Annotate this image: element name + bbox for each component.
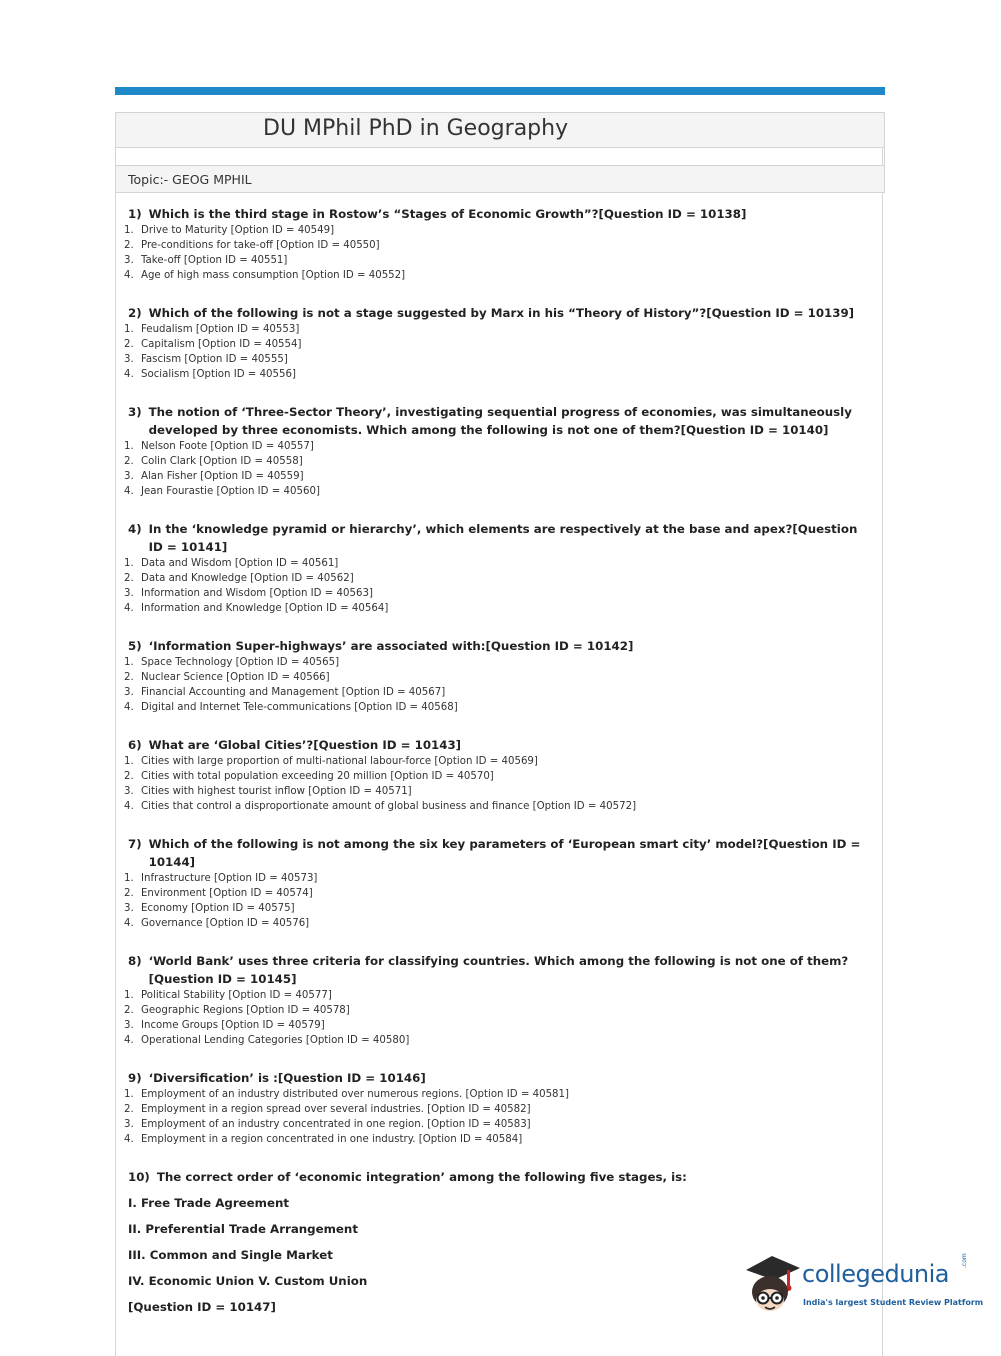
option-item	[124, 352, 866, 367]
question-heading	[124, 1168, 866, 1186]
question-text: The correct order of ‘economic integration’ among the following five stages, is:	[156, 1170, 687, 1184]
question-text: Which of the following is not a stage suggested by Marx in his “Theory of History”?[Question ID = 10139]	[148, 306, 855, 320]
option-item	[124, 1033, 866, 1048]
option-text: Employment of an industry concentrated in one region. [Option ID = 40583]	[141, 1119, 531, 1130]
option-number: 1.	[124, 324, 134, 335]
option-number: 4.	[124, 486, 134, 497]
option-text: Cities with total population exceeding 20 million [Option ID = 40570]	[141, 771, 494, 782]
option-number: 1.	[124, 441, 134, 452]
question-block	[124, 835, 866, 931]
question-block	[124, 403, 866, 499]
question-text: ‘Information Super-highways’ are associated with:[Question ID = 10142]	[148, 639, 634, 653]
option-number: 1.	[124, 558, 134, 569]
option-number: 2.	[124, 672, 134, 683]
option-number: 3.	[124, 786, 134, 797]
option-item	[124, 367, 866, 382]
option-number: 2.	[124, 771, 134, 782]
option-text: Financial Accounting and Management [Option ID = 40567]	[141, 687, 446, 698]
option-number: 1.	[124, 873, 134, 884]
option-item	[124, 916, 866, 931]
question-text: The notion of ‘Three-Sector Theory’, investigating sequential progress of economies, was simultaneously developed by three economists. Which among the following is not one of them?[Question ID = 10140]	[148, 405, 852, 437]
option-text: Cities with large proportion of multi-national labour-force [Option ID = 40569]	[141, 756, 538, 767]
option-number: 2.	[124, 573, 134, 584]
question-block	[124, 637, 866, 715]
option-number: 2.	[124, 888, 134, 899]
title-box	[115, 112, 885, 148]
question-text: In the ‘knowledge pyramid or hierarchy’, which elements are respectively at the base and apex?[Question ID = 10141]	[148, 522, 858, 554]
option-list	[124, 871, 866, 931]
question-number: 1)	[128, 207, 142, 221]
option-item	[124, 322, 866, 337]
option-number: 4.	[124, 1134, 134, 1145]
logo-dotcom: .com	[961, 1253, 968, 1268]
option-item	[124, 670, 866, 685]
question-number: 10)	[128, 1170, 150, 1184]
option-text: Employment in a region spread over several industries. [Option ID = 40582]	[141, 1104, 531, 1115]
option-number: 4.	[124, 369, 134, 380]
option-item	[124, 784, 866, 799]
top-accent-bar	[115, 87, 885, 95]
question-text: ‘Diversification’ is :[Question ID = 10146]	[148, 1071, 426, 1085]
option-text: Infrastructure [Option ID = 40573]	[141, 873, 318, 884]
option-item	[124, 1102, 866, 1117]
question-heading	[124, 205, 866, 223]
option-number: 3.	[124, 903, 134, 914]
mascot-icon	[742, 1250, 804, 1320]
question-statement: IV. Economic Union V. Custom Union	[128, 1274, 368, 1288]
option-item	[124, 871, 866, 886]
option-text: Digital and Internet Tele-communications [Option ID = 40568]	[141, 702, 458, 713]
option-number: 2.	[124, 339, 134, 350]
topic-label: Topic:- GEOG MPHIL	[128, 172, 252, 187]
option-number: 4.	[124, 702, 134, 713]
option-number: 4.	[124, 801, 134, 812]
option-text: Space Technology [Option ID = 40565]	[141, 657, 340, 668]
option-text: Feudalism [Option ID = 40553]	[141, 324, 300, 335]
option-number: 4.	[124, 918, 134, 929]
option-item	[124, 1018, 866, 1033]
option-number: 3.	[124, 1020, 134, 1031]
question-text: Which of the following is not among the six key parameters of ‘European smart city’ model?[Question ID = 10144]	[148, 837, 861, 869]
option-number: 4.	[124, 1035, 134, 1046]
option-text: Income Groups [Option ID = 40579]	[141, 1020, 325, 1031]
question-number: 9)	[128, 1071, 142, 1085]
option-text: Information and Knowledge [Option ID = 40564]	[141, 603, 389, 614]
question-text: ‘World Bank’ uses three criteria for classifying countries. Which among the following is not one of them?[Question ID = 10145]	[148, 954, 849, 986]
option-list	[124, 439, 866, 499]
option-list	[124, 322, 866, 382]
question-statement: III. Common and Single Market	[128, 1248, 333, 1262]
option-item	[124, 1003, 866, 1018]
option-item	[124, 469, 866, 484]
option-list	[124, 754, 866, 814]
question-list	[124, 205, 866, 1337]
option-number: 2.	[124, 1005, 134, 1016]
option-number: 1.	[124, 990, 134, 1001]
option-item	[124, 586, 866, 601]
option-number: 2.	[124, 240, 134, 251]
question-heading	[124, 637, 866, 655]
option-text: Take-off [Option ID = 40551]	[141, 255, 288, 266]
option-item	[124, 799, 866, 814]
option-number: 1.	[124, 657, 134, 668]
topic-box	[115, 165, 885, 193]
option-text: Drive to Maturity [Option ID = 40549]	[141, 225, 335, 236]
question-heading	[124, 835, 866, 871]
option-item	[124, 886, 866, 901]
option-item	[124, 337, 866, 352]
option-item	[124, 655, 866, 670]
option-item	[124, 769, 866, 784]
page-title: DU MPhil PhD in Geography	[263, 116, 569, 141]
option-item	[124, 439, 866, 454]
question-statement: [Question ID = 10147]	[128, 1300, 276, 1314]
option-number: 3.	[124, 354, 134, 365]
logo-wordmark: collegedunia	[802, 1260, 950, 1288]
option-item	[124, 556, 866, 571]
option-number: 2.	[124, 456, 134, 467]
question-text: Which is the third stage in Rostow’s “Stages of Economic Growth”?[Question ID = 10138]	[148, 207, 747, 221]
question-text: What are ‘Global Cities’?[Question ID = 10143]	[148, 738, 462, 752]
option-text: Economy [Option ID = 40575]	[141, 903, 295, 914]
option-text: Pre-conditions for take-off [Option ID = 40550]	[141, 240, 380, 251]
option-text: Capitalism [Option ID = 40554]	[141, 339, 302, 350]
option-list	[124, 655, 866, 715]
option-number: 1.	[124, 225, 134, 236]
question-statement: II. Preferential Trade Arrangement	[128, 1222, 358, 1236]
option-item	[124, 571, 866, 586]
option-number: 1.	[124, 756, 134, 767]
question-heading	[124, 1069, 866, 1087]
question-number: 2)	[128, 306, 142, 320]
option-list	[124, 1087, 866, 1147]
option-item	[124, 223, 866, 238]
question-number: 5)	[128, 639, 142, 653]
question-block	[124, 205, 866, 283]
option-list	[124, 988, 866, 1048]
option-number: 3.	[124, 471, 134, 482]
option-item	[124, 754, 866, 769]
question-statement: I. Free Trade Agreement	[128, 1196, 290, 1210]
option-number: 3.	[124, 255, 134, 266]
option-item	[124, 901, 866, 916]
question-block	[124, 952, 866, 1048]
option-number: 4.	[124, 270, 134, 281]
option-text: Cities that control a disproportionate amount of global business and finance [Option ID = 40572]	[141, 801, 637, 812]
option-text: Political Stability [Option ID = 40577]	[141, 990, 332, 1001]
question-number: 7)	[128, 837, 142, 851]
option-item	[124, 685, 866, 700]
question-heading	[124, 304, 866, 322]
question-heading	[124, 403, 866, 439]
question-heading	[124, 736, 866, 754]
question-block	[124, 1069, 866, 1147]
question-number: 4)	[128, 522, 142, 536]
question-block	[124, 736, 866, 814]
option-number: 3.	[124, 588, 134, 599]
option-text: Colin Clark [Option ID = 40558]	[141, 456, 303, 467]
option-item	[124, 268, 866, 283]
title-spacer	[115, 148, 885, 165]
question-number: 3)	[128, 405, 142, 419]
option-text: Governance [Option ID = 40576]	[141, 918, 310, 929]
option-text: Environment [Option ID = 40574]	[141, 888, 313, 899]
option-text: Geographic Regions [Option ID = 40578]	[141, 1005, 350, 1016]
option-item	[124, 1087, 866, 1102]
option-item	[124, 253, 866, 268]
option-item	[124, 700, 866, 715]
option-text: Fascism [Option ID = 40555]	[141, 354, 288, 365]
option-text: Age of high mass consumption [Option ID = 40552]	[141, 270, 406, 281]
option-text: Jean Fourastie [Option ID = 40560]	[141, 486, 320, 497]
option-text: Nuclear Science [Option ID = 40566]	[141, 672, 330, 683]
option-item	[124, 484, 866, 499]
question-number: 8)	[128, 954, 142, 968]
option-text: Employment in a region concentrated in one industry. [Option ID = 40584]	[141, 1134, 523, 1145]
option-number: 3.	[124, 1119, 134, 1130]
option-item	[124, 454, 866, 469]
option-number: 2.	[124, 1104, 134, 1115]
option-text: Information and Wisdom [Option ID = 40563]	[141, 588, 373, 599]
option-text: Socialism [Option ID = 40556]	[141, 369, 296, 380]
option-list	[124, 223, 866, 283]
option-item	[124, 238, 866, 253]
option-text: Operational Lending Categories [Option ID = 40580]	[141, 1035, 410, 1046]
option-text: Data and Wisdom [Option ID = 40561]	[141, 558, 339, 569]
option-number: 4.	[124, 603, 134, 614]
question-block	[124, 520, 866, 616]
option-text: Data and Knowledge [Option ID = 40562]	[141, 573, 354, 584]
option-item	[124, 1132, 866, 1147]
collegedunia-logo	[742, 1250, 984, 1320]
question-heading	[124, 952, 866, 988]
logo-tagline: India's largest Student Review Platform	[803, 1298, 984, 1307]
option-number: 3.	[124, 687, 134, 698]
option-text: Cities with highest tourist inflow [Option ID = 40571]	[141, 786, 412, 797]
question-number: 6)	[128, 738, 142, 752]
option-item	[124, 988, 866, 1003]
option-text: Nelson Foote [Option ID = 40557]	[141, 441, 314, 452]
question-block	[124, 304, 866, 382]
option-text: Alan Fisher [Option ID = 40559]	[141, 471, 304, 482]
question-heading	[124, 520, 866, 556]
option-list	[124, 556, 866, 616]
option-item	[124, 1117, 866, 1132]
option-number: 1.	[124, 1089, 134, 1100]
option-text: Employment of an industry distributed over numerous regions. [Option ID = 40581]	[141, 1089, 569, 1100]
option-item	[124, 601, 866, 616]
